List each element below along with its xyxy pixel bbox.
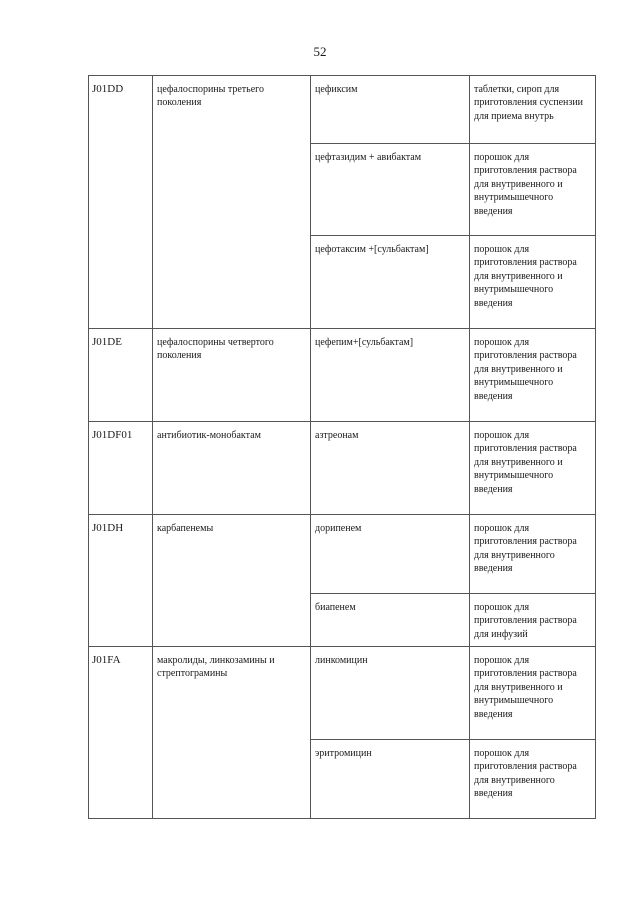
atc-code-cell: J01DE [89,329,153,422]
dosage-form-cell: порошок для приготовления раствора для инфузий [470,594,596,647]
dosage-form-cell: порошок для приготовления раствора для внутривенного введения [470,515,596,594]
drug-name-cell: линкомицин [311,647,470,740]
group-name-cell: макролиды, линкозамины и стрептограмины [153,647,311,819]
drug-name-cell: цефиксим [311,76,470,144]
drug-name-cell: цефепим+[сульбактам] [311,329,470,422]
drug-name-cell: цефотаксим +[сульбактам] [311,236,470,329]
group-name-cell: карбапенемы [153,515,311,647]
group-name-cell: цефалоспорины четвертого поколения [153,329,311,422]
dosage-form-cell: порошок для приготовления раствора для внутривенного и внутримышечного введения [470,329,596,422]
table-row [89,647,596,740]
drug-name-cell: дорипенем [311,515,470,594]
table-row [89,76,596,144]
dosage-form-cell: порошок для приготовления раствора для внутривенного и внутримышечного введения [470,144,596,236]
dosage-form-cell: порошок для приготовления раствора для внутривенного и внутримышечного введения [470,422,596,515]
table-row [89,515,596,594]
drug-name-cell: биапенем [311,594,470,647]
atc-code-cell: J01DD [89,76,153,329]
atc-code-cell: J01DF01 [89,422,153,515]
table-row [89,422,596,515]
group-name-cell: цефалоспорины третьего поколения [153,76,311,329]
dosage-form-cell: порошок для приготовления раствора для внутривенного и внутримышечного введения [470,647,596,740]
table-row [89,329,596,422]
drug-table [88,75,596,819]
group-name-cell: антибиотик-монобактам [153,422,311,515]
drug-name-cell: азтреонам [311,422,470,515]
dosage-form-cell: таблетки, сироп для приготовления суспензии для приема внутрь [470,76,596,144]
atc-code-cell: J01DH [89,515,153,647]
atc-code-cell: J01FA [89,647,153,819]
drug-name-cell: эритромицин [311,740,470,819]
drug-name-cell: цефтазидим + авибактам [311,144,470,236]
page-number: 52 [313,44,327,59]
dosage-form-cell: порошок для приготовления раствора для внутривенного и внутримышечного введения [470,236,596,329]
dosage-form-cell: порошок для приготовления раствора для внутривенного введения [470,740,596,819]
